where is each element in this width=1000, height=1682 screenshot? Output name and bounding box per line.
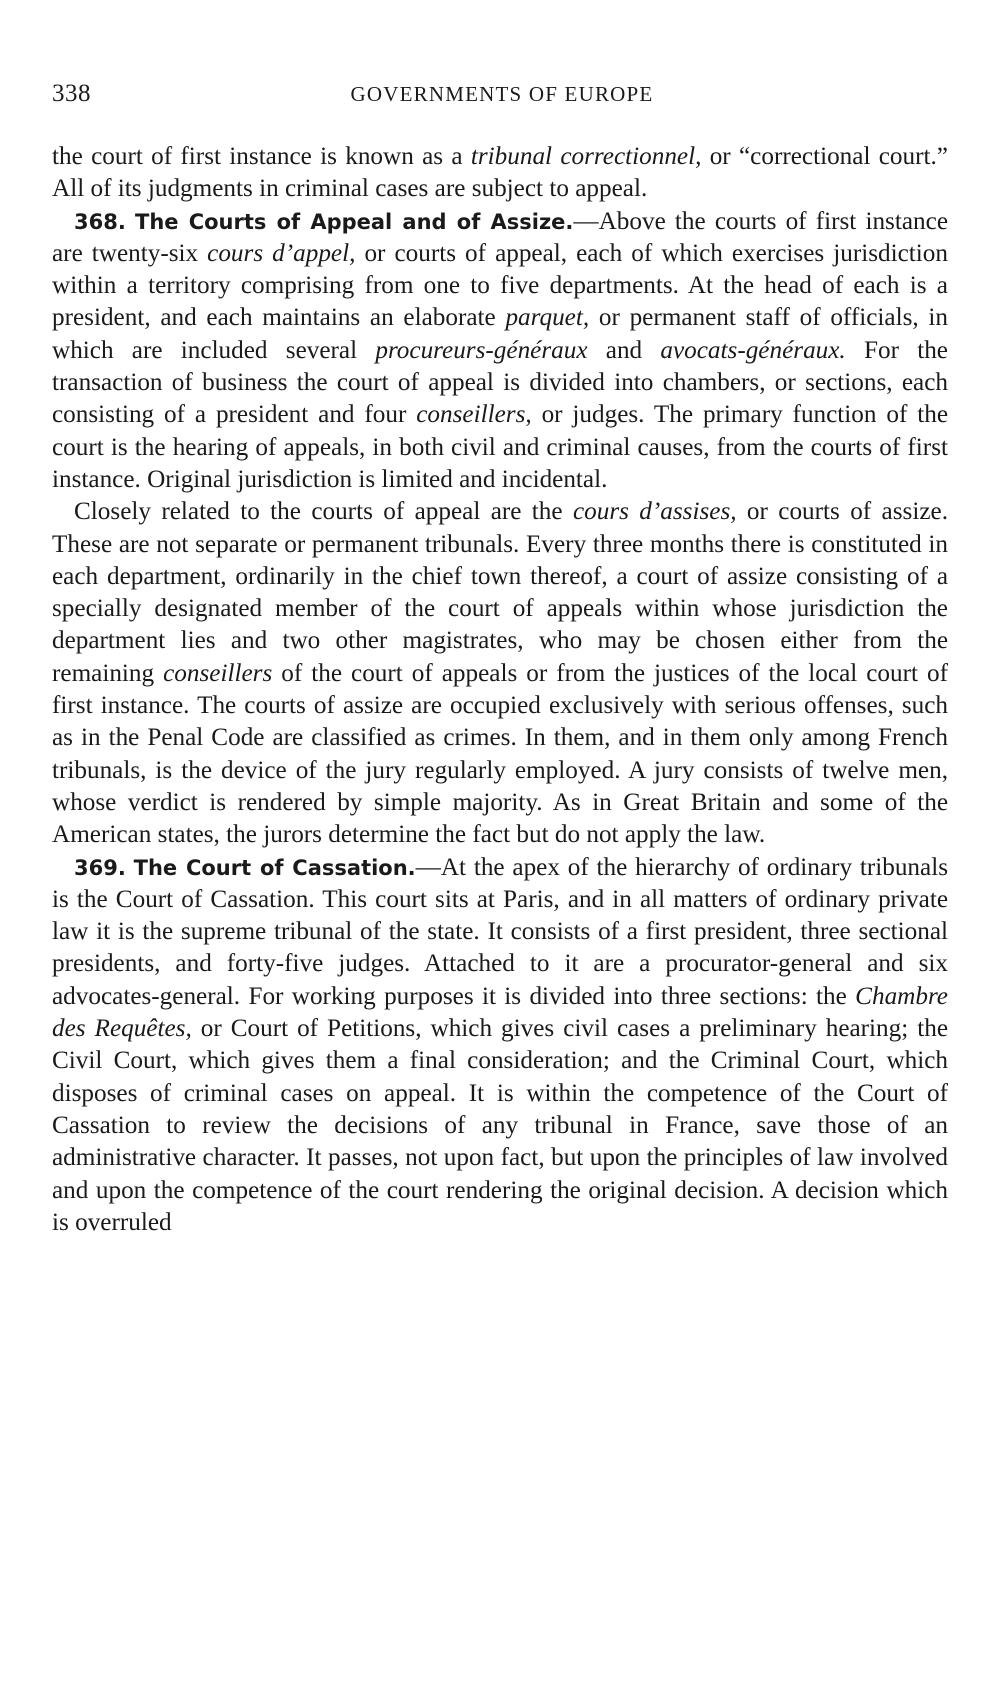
text-span: and — [587, 336, 661, 364]
italic-term: procureurs-généraux — [375, 336, 588, 364]
body-text — [52, 141, 948, 1239]
running-head: GOVERNMENTS OF EUROPE — [350, 82, 654, 106]
section-title: The Courts of Appeal and of Assize. — [135, 209, 574, 234]
text-span: or courts of assize. These are not separate or permanent tribunals. Every three months there is constituted in each department, ordinarily in the chief town thereof, a court of assize consisting of a specially designated member of the court of appeals within whose jurisdiction the department lies and two other magistrates, who may be chosen either from the remaining — [52, 498, 948, 687]
text-span: of the court of appeals or from the justices of the local court of first instance. The courts of assize are occupied exclusively with serious offenses, such as in the Penal Code are classified as crimes. In them, and in them only among French tribunals, is the device of the jury regularly employed. A jury consists of twelve men, whose verdict is rendered by simple majority. As in Great Britain and some of the American states, the jurors determine the fact but do not apply the law. — [52, 659, 948, 849]
italic-term: conseillers — [163, 659, 273, 687]
italic-term: tribunal correctionnel, — [470, 143, 702, 170]
text-span: or courts of appeal, each of which exercises jurisdiction within a territory comprising from one to five departments. At the head of each is a president, and each maintains an elaborate — [52, 239, 948, 332]
text-span: or Court of Petitions, which gives civil cases a preliminary hearing; the Civil Court, which gives them a final consideration; and the Criminal Court, which disposes of criminal cases on appeal. It is within the competence of the Court of Cassation to review the decisions of any tribunal in France, save those of an administrative character. It passes, not upon fact, but upon the principles of law involved and upon the competence of the court rendering the original decision. A decision which is overruled — [52, 1015, 948, 1236]
text-span: For the transaction of business the court of appeal is divided into chambers, or sections, each consisting of a president and four — [52, 336, 948, 429]
italic-term: parquet, — [505, 304, 590, 332]
text-span: —At the apex of the hierarchy of ordinary tribunals is the Court of Cassation. This court sits at Paris, and in all matters of ordinary private law it is the supreme tribunal of the state. It consists of a first president, three sectional presidents, and forty-five judges. Attached to it are a procurator-general and six advocates-general. For working purposes it is divided into three sections: the — [52, 853, 948, 1010]
italic-term: conseillers, — [416, 401, 532, 429]
text-span: —Above the courts of first instance are twenty-six — [52, 207, 948, 267]
section-number: 369. — [74, 855, 126, 880]
text-span: or judges. The primary function of the court is the hearing of appeals, in both civil and criminal causes, from the courts of first instance. Original jurisdiction is limited and incidental. — [52, 401, 949, 493]
text-span: or “correctional court.” All of its judgments in criminal cases are subject to appeal. — [52, 143, 948, 203]
section-number: 368. — [74, 209, 126, 234]
text-span: the court of first instance is known as a — [52, 143, 471, 170]
section-369-paragraph — [52, 852, 948, 1240]
paragraph-continuation — [52, 141, 948, 206]
page-header — [52, 80, 952, 120]
paragraph-assize — [52, 496, 948, 851]
section-title: The Court of Cassation. — [133, 855, 416, 880]
italic-term: Chambre des Requêtes, — [52, 982, 948, 1043]
italic-term: avocats-généraux. — [660, 336, 846, 364]
page-number: 338 — [52, 80, 91, 107]
text-span: Closely related to the courts of appeal are the — [74, 498, 573, 526]
text-span: or permanent staff of officials, in which are included several — [52, 304, 948, 364]
italic-term: cours d’appel, — [207, 239, 356, 267]
italic-term: cours d’assises, — [572, 498, 737, 526]
section-368-paragraph — [52, 206, 948, 497]
